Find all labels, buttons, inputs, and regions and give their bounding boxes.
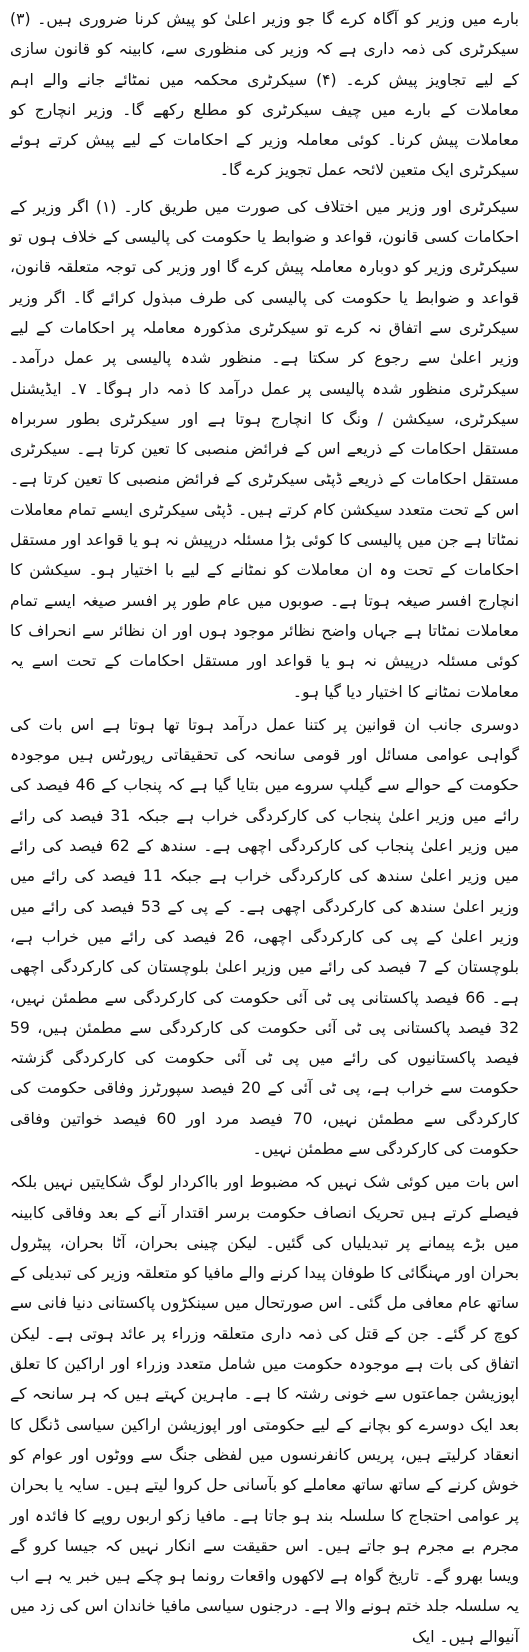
paragraph-disagreement-procedure: سیکرٹری اور وزیر میں اختلاف کی صورت میں طریق کار۔ (۱) اگر وزیر کے احکامات کسی قانون، قواعد و ضوابط یا حکومت کی پالیسی کے خلاف ہوں تو سیکرٹری وزیر کو دوبارہ معاملہ پیش کرے گا اور وزیر کی توجہ متعلقہ قانون، قواعد و ضوابط یا حکومت کی پالیسی کی طرف مبذول کرائے گا۔ اگر وزیر سیکرٹری سے اتفاق نہ کرے تو سیکرٹری مذکورہ معاملہ پر احکامات کے لیے وزیر اعلیٰ سے رجوع کر سکتا ہے۔ منظور شدہ پالیسی پر عمل درآمد۔ سیکرٹری منظور شدہ پالیسی پر عمل درآمد کا ذمہ دار ہوگا۔ ۷۔ ایڈیشنل سیکرٹری، سیکشن / ونگ کا انچارج ہوتا ہے اور سیکرٹری بطور سربراہ مستقل احکامات کے ذریعے اس کے فرائض منصبی کا تعین کرتا ہے۔ سیکرٹری مستقل احکامات کے ذریعے ڈپٹی سیکرٹری کے فرائض منصبی کا تعین کرتا ہے۔ اس کے تحت متعدد سیکشن کام کرتے ہیں۔ ڈپٹی سیکرٹری ایسے تمام معاملات نمٹاتا ہے جن میں پالیسی کا کوئی بڑا مسئلہ درپیش نہ ہو یا قواعد اور مستقل احکامات کے تحت وہ ان معاملات کو نمٹانے کے لیے با اختیار ہو۔ سیکشن کا انچارج افسر صیغہ ہوتا ہے۔ صوبوں میں عام طور پر افسر صیغہ ایسے تمام معاملات نمٹاتا ہے جہاں واضح نظائر موجود ہوں اور ان نظائر سے انحراف کا کوئی مسئلہ درپیش نہ ہو یا قواعد اور مستقل احکامات کے تحت اسے یہ معاملات نمٹانے کا اختیار دیا گیا ہو۔ bbox=[10, 197, 520, 701]
paragraph-gallup-survey: دوسری جانب ان قوانین پر کتنا عمل درآمد ہوتا تھا ہوتا ہے اس بات کی گواہی عوامی مسائل اور قومی سانحہ کی تحقیقاتی رپورٹس ہیں موجودہ حکومت کے حوالے سے گیلپ سروے میں بتایا گیا ہے کہ پنجاب کے 46 فیصد کی رائے میں وزیر اعلیٰ پنجاب کی کارکردگی خراب ہے جبکہ 31 فیصد کی رائے میں وزیر اعلیٰ پنجاب کی کارکردگی اچھی ہے۔ سندھ کے 62 فیصد کی رائے میں وزیر اعلیٰ سندھ کی کارکردگی خراب ہے جبکہ 11 فیصد کی رائے میں وزیر اعلیٰ سندھ کی کارکردگی اچھی ہے۔ کے پی کے 53 فیصد کی رائے میں وزیر اعلیٰ کے پی کی کارکردگی اچھی، 26 فیصد کی رائے میں خراب ہے، بلوچستان کے 7 فیصد کی رائے میں وزیر اعلیٰ بلوچستان کی کارکردگی اچھی ہے۔ 66 فیصد پاکستانی پی ٹی آئی حکومت کی کارکردگی سے مطمئن نہیں، 32 فیصد پاکستانی پی ٹی آئی حکومت کی کارکردگی سے مطمئن ہیں، 59 فیصد پاکستانیوں کی رائے میں پی ٹی آئی حکومت کی کارکردگی گزشتہ حکومت سے خراب ہے، پی ٹی آئی کے 20 فیصد سپورٹرز وفاقی حکومت کی کارکردگی سے مطمئن نہیں، 70 فیصد مرد اور 60 فیصد خواتین وفاقی حکومت کی کارکردگی سے مطمئن نہیں۔ bbox=[10, 715, 520, 1158]
paragraph-officer-duties: بارے میں وزیر کو آگاہ کرے گا جو وزیر اعلیٰ کو پیش کرنا ضروری ہیں۔ (۳) سیکرٹری کی ذمہ داری ہے کہ وزیر کی منظوری سے، کابینہ کو قانون سازی کے لیے تجاویز پیش کرے۔ (۴) سیکرٹری محکمہ میں نمٹائے جانے والے اہم معاملات کے بارے میں چیف سیکرٹری کو مطلع رکھے گا۔ وزیر انچارج کو معاملات پیش کرنا۔ کوئی معاملہ وزیر کے احکامات کے لیے پیش کرتے ہوئے سیکرٹری ایک متعین لائحہ عمل تجویز کرے گا۔ bbox=[10, 10, 519, 180]
paragraph-mafia-accountability: اس بات میں کوئی شک نہیں کہ مضبوط اور بااکردار لوگ شکایتیں نہیں بلکہ فیصلے کرتے ہیں تحریک انصاف حکومت برسر اقتدار آنے کے بعد وفاقی کابینہ میں بڑے پیمانے پر تبدیلیاں کی گئیں۔ لیکن چینی بحران، آٹا بحران، پیٹرول بحران اور مہنگائی کا طوفان پیدا کرنے والے مافیا کو متعلقہ وزیر کی تبدیلی کے ساتھ عام معافی مل گئی۔ اس صورتحال میں سینکڑوں پاکستانی دنیا فانی سے کوچ کر گئے۔ جن کے قتل کی ذمہ داری متعلقہ وزراء پر عائد ہوتی ہے۔ لیکن اتفاق کی بات ہے موجودہ حکومت میں شامل متعدد وزراء اور اراکین کا تعلق اپوزیشن جماعتوں سے خونی رشتہ کا ہے۔ ماہرین کہتے ہیں کہ ہر سانحہ کے بعد ایک دوسرے کو بچانے کے لیے حکومتی اور اپوزیشن اراکین سیاسی ڈنگل کا انعقاد کرلیتے ہیں، پریس کانفرنسوں میں لفظی جنگ سے ووٹوں اور عوام کو خوش کرنے کے ساتھ ساتھ معاملے کو بآسانی حل کروا لیتے ہیں۔ سایہ یا بحران پر عوامی احتجاج کا سلسلہ بند ہو جاتا ہے۔ مافیا زکو اربوں روپے کا فائدہ اور مجرم بے مجرم ہو جاتے ہیں۔ اس حقیقت سے انکار نہیں کہ جیسا کرو گے ویسا بھرو گے۔ تاریخ گواہ ہے لاکھوں واقعات رونما ہو چکے ہیں خبر یہ ہے اب یہ سلسلہ جلد ختم ہونے والا ہے۔ درجنوں سیاسی مافیا خاندان اس کی زد میں آنیوالے ہیں۔ ایک bbox=[10, 1173, 519, 1646]
